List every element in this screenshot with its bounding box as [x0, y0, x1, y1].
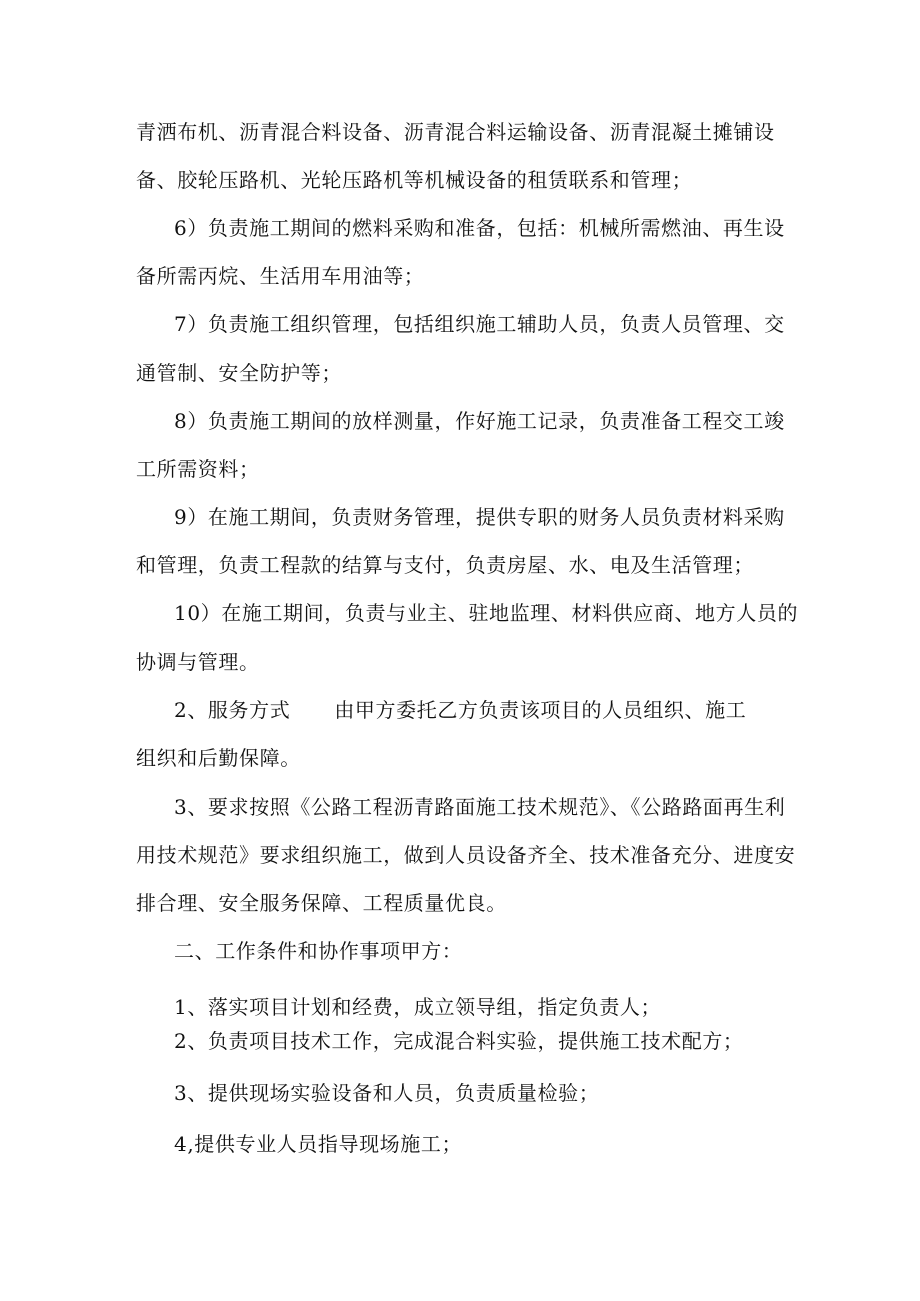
paragraph-line: 青洒布机、沥青混合料设备、沥青混合料运输设备、沥青混凝土摊铺设 [136, 120, 775, 144]
section-heading: 二、工作条件和协作事项甲方： [174, 939, 463, 963]
item-10-line: 10）在施工期间，负责与业主、驻地监理、材料供应商、地方人员的 [174, 601, 799, 625]
paragraph-line: 备、胶轮压路机、光轮压路机等机械设备的租赁联系和管理； [136, 168, 693, 192]
item-7-line: 7）负责施工组织管理，包括组织施工辅助人员，负责人员管理、交 [174, 312, 785, 336]
party-a-item-3: 3、提供现场实验设备和人员，负责质量检验； [174, 1081, 600, 1105]
requirement-line: 3、要求按照《公路工程沥青路面施工技术规范》、《公路路面再生利 [174, 795, 786, 819]
party-a-item-1: 1、落实项目计划和经费，成立领导组，指定负责人； [174, 995, 662, 1019]
item-9-line: 9）在施工期间，负责财务管理，提供专职的财务人员负责材料采购 [174, 505, 785, 529]
item-8-line: 8）负责施工期间的放样测量，作好施工记录，负责准备工程交工竣 [174, 409, 785, 433]
item-9-line: 和管理，负责工程款的结算与支付，负责房屋、水、电及生活管理； [136, 553, 754, 577]
service-mode-label: 2、服务方式 [174, 698, 291, 722]
item-8-line: 工所需资料； [136, 457, 260, 481]
party-a-item-2: 2、负责项目技术工作，完成混合料实验，提供施工技术配方； [174, 1029, 744, 1053]
item-7-line: 通管制、安全防护等； [136, 361, 342, 385]
item-6-line: 备所需丙烷、生活用车用油等； [136, 264, 425, 288]
party-a-item-4: 4,提供专业人员指导现场施工； [174, 1132, 463, 1156]
item-10-line: 协调与管理。 [136, 650, 260, 674]
service-mode-line [174, 696, 920, 724]
item-6-line: 6）负责施工期间的燃料采购和准备，包括：机械所需燃油、再生设 [174, 216, 785, 240]
service-mode-text: 由甲方委托乙方负责该项目的人员组织、施工 [334, 698, 747, 722]
requirement-line: 用技术规范》要求组织施工，做到人员设备齐全、技术准备充分、进度安 [136, 843, 796, 867]
requirement-line: 排合理、安全服务保障、工程质量优良。 [136, 891, 507, 915]
service-mode-line: 组织和后勤保障。 [136, 746, 301, 770]
